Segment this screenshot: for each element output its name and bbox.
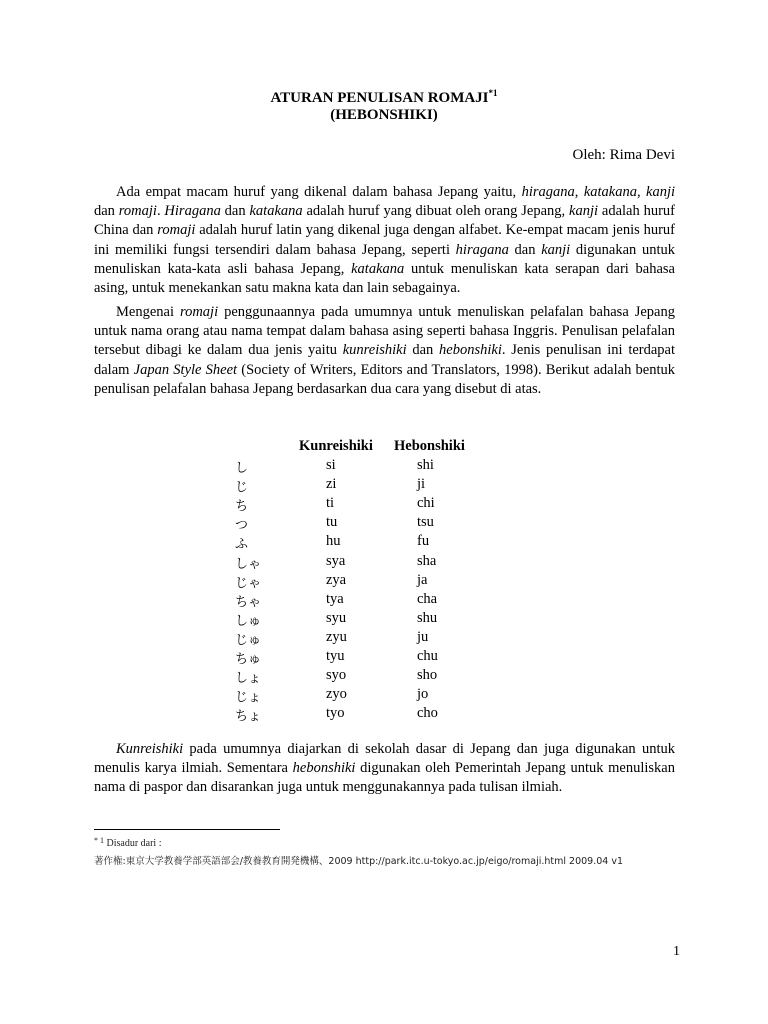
page-number: 1 (673, 944, 680, 959)
text-run: dan (406, 342, 440, 359)
footnote-marker: * 1 (94, 836, 104, 845)
kunreishiki-cell: zyo (326, 686, 347, 703)
italic-term: hiragana (521, 184, 575, 200)
hebonshiki-cell: chi (417, 495, 435, 512)
text-run: (Society of Writers, Editors and Translators, 1998). Berikut adalah bentuk penulisan pelafalan bahasa Jepang berdasarkan dua cara yang disebut di atas. (94, 361, 675, 397)
text-run: untuk menuliskan kata serapan dari bahasa asing, untuk menekankan satu makna kata dan lain sebagainya. (94, 260, 675, 297)
header-hebonshiki: Hebonshiki (394, 438, 465, 454)
table-row (0, 686, 768, 705)
table-row (0, 514, 768, 533)
hebonshiki-cell: chu (417, 648, 438, 664)
italic-term: kanji (646, 184, 676, 200)
table-row (0, 476, 768, 495)
table-row (0, 553, 768, 572)
hebonshiki-cell: ja (417, 571, 428, 588)
italic-term: kunreishiki (342, 342, 407, 359)
text-run: Ada empat macam huruf yang dikenal dalam bahasa Jepang yaitu, (116, 184, 522, 200)
kunreishiki-cell: zi (326, 476, 337, 493)
text-run: . (156, 203, 165, 220)
footnote-label (94, 836, 162, 849)
document-title (0, 88, 768, 107)
italic-term: Kunreishiki (116, 741, 184, 757)
kunreishiki-cell: tya (326, 590, 344, 607)
text-run: . Jenis penulisan ini terdapat dalam (94, 342, 676, 378)
kana-cell: ちゅ (235, 652, 262, 667)
italic-term: hebonshiki (439, 342, 502, 359)
author-line: Oleh: Rima Devi (572, 147, 675, 163)
kana-cell: じゅ (235, 632, 262, 648)
hebonshiki-cell: cha (417, 590, 438, 607)
kunreishiki-cell: tyo (326, 705, 345, 722)
table-row (0, 591, 768, 610)
hebonshiki-cell: cho (417, 705, 438, 722)
kunreishiki-cell: si (326, 457, 336, 473)
text-run: digunakan oleh Pemerintah Jepang untuk menuliskan nama di paspor dan disarankan juga untuk menggunakannya pada tulisan ilmiah. (94, 760, 675, 796)
text-run: , (636, 184, 647, 200)
kunreishiki-cell: syu (326, 609, 347, 626)
hebonshiki-cell: shu (417, 609, 438, 626)
italic-term: katakana (351, 260, 405, 277)
table-row (0, 667, 768, 686)
table-row (0, 533, 768, 552)
kunreishiki-cell: hu (326, 533, 341, 550)
kana-cell: じ (235, 480, 249, 496)
hebonshiki-cell: shi (417, 457, 434, 473)
text-run: adalah huruf China dan (94, 203, 676, 239)
text-run: adalah huruf yang dibuat oleh orang Jepang, (302, 203, 570, 220)
italic-term: hebonshiki (292, 760, 356, 777)
hebonshiki-cell: jo (417, 686, 429, 703)
table-row (0, 572, 768, 591)
italic-term: hiragana (455, 241, 509, 258)
table-row (0, 610, 768, 629)
italic-term: Japan Style Sheet (133, 361, 238, 378)
text-run: dan (220, 203, 250, 220)
document-subtitle: (HEBONSHIKI) (330, 107, 438, 123)
text-run: digunakan untuk menuliskan kata-kata asli bahasa Jepang, (94, 241, 676, 277)
paragraph-1 (94, 183, 675, 298)
header-kunreishiki: Kunreishiki (299, 438, 373, 454)
hebonshiki-cell: fu (417, 533, 430, 550)
footnote-source: 著作権:東京大学教養学部英語部会/教養教育開発機構、2009 http://park.itc.u-tokyo.ac.jp/eigo/romaji.html 2009.04 v1 (94, 856, 623, 867)
kunreishiki-cell: tu (326, 514, 338, 531)
kana-cell: じょ (235, 690, 262, 706)
kana-cell: し (235, 461, 249, 476)
italic-term: romaji (118, 203, 157, 220)
text-run: Mengenai (116, 304, 180, 320)
footnote-label-text: Disadur dari : (106, 838, 162, 849)
italic-term: katakana (583, 184, 637, 200)
kana-cell: しょ (235, 671, 262, 687)
table-row (0, 457, 768, 476)
italic-term: kanji (569, 203, 599, 220)
text-run: pada umumnya diajarkan di sekolah dasar di Jepang dan juga digunakan untuk menulis karya ilmiah. Sementara (94, 741, 675, 777)
kana-cell: つ (235, 518, 249, 534)
kunreishiki-cell: zya (326, 571, 347, 588)
kunreishiki-cell: ti (326, 495, 335, 512)
kana-cell: ちょ (235, 709, 262, 725)
kana-cell: ちゃ (235, 594, 262, 610)
hebonshiki-cell: sha (417, 552, 437, 569)
hebonshiki-cell: sho (417, 667, 438, 684)
table-row (0, 648, 768, 667)
kana-cell: しゃ (235, 556, 262, 572)
kunreishiki-cell: syo (326, 667, 347, 684)
table-row (0, 705, 768, 724)
title-text: ATURAN PENULISAN ROMAJI (270, 90, 489, 106)
kunreishiki-cell: tyu (326, 648, 345, 664)
text-run: dan (508, 241, 542, 258)
footnote-divider (94, 829, 280, 830)
text-run: dan (94, 203, 119, 220)
kunreishiki-cell: sya (326, 552, 346, 569)
text-run: , (574, 184, 584, 200)
table-row (0, 629, 768, 648)
text-run: penggunaannya pada umumnya untuk menuliskan pelafalan bahasa Jepang untuk nama orang atau nama tempat dalam bahasa asing seperti bahasa Inggris. Penulisan pelafalan tersebut dibagi ke dalam dua jenis yaitu (94, 304, 675, 359)
hebonshiki-cell: tsu (417, 514, 434, 531)
paragraph-2 (94, 303, 675, 399)
footnote-reference[interactable]: *1 (488, 88, 498, 98)
kana-cell: ふ (235, 537, 249, 553)
hebonshiki-cell: ju (417, 628, 429, 645)
kana-cell: ち (235, 499, 249, 515)
italic-term: Hiragana (164, 203, 221, 220)
italic-term: katakana (249, 203, 303, 220)
paragraph-3 (94, 740, 675, 798)
kana-cell: じゃ (235, 575, 262, 591)
kana-cell: しゅ (235, 613, 262, 629)
text-run: adalah huruf latin yang dikenal juga dengan alfabet. Ke-empat macam jenis huruf ini memiliki fungsi tersendiri dalam bahasa Jepang, seperti (94, 222, 676, 258)
hebonshiki-cell: ji (417, 476, 426, 493)
italic-term: kanji (541, 241, 571, 258)
italic-term: romaji (157, 222, 196, 239)
table-row (0, 495, 768, 514)
kunreishiki-cell: zyu (326, 628, 347, 645)
italic-term: romaji (179, 304, 219, 320)
